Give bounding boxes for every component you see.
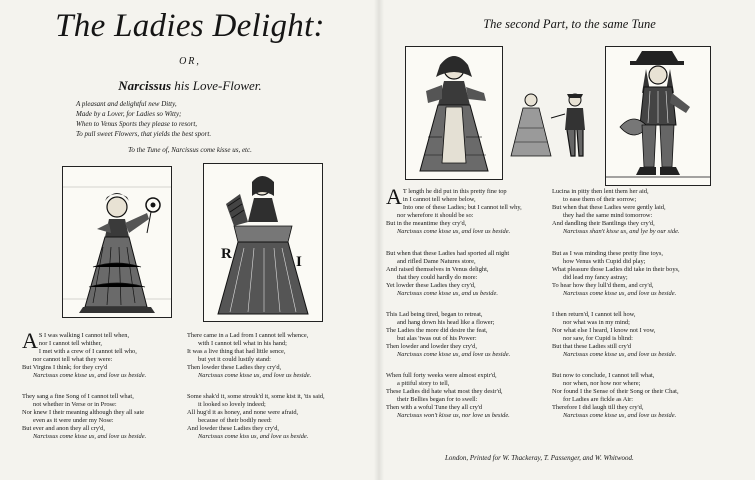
verse-line: they had the same mind tomorrow: — [563, 212, 653, 220]
cavalier-figure — [606, 47, 710, 185]
verse-line: They sang a fine Song of I cannot tell what, — [22, 393, 134, 400]
small-scene-figures — [505, 88, 601, 164]
intro-line: To pull sweet Flowers, that yields the best sport. — [76, 130, 212, 138]
verse-line: This Lad being tired, began to retreat, — [386, 311, 483, 318]
verse-line: I met with a crew of I cannot tell who, — [38, 348, 137, 356]
refrain-line: Narcissus come kisse us, and love us beside. — [33, 372, 147, 380]
subtitle-name: Narcissus — [118, 78, 172, 93]
verse-line: The Ladies the more did desire the feat, — [386, 327, 488, 335]
verse-line: All hug'd it as honey, and none were afraid, — [187, 409, 299, 417]
verse-line: Then lowder and lowder they cry'd, — [386, 343, 477, 351]
verse-line: But as I was minding these pretty fine toys, — [552, 250, 663, 257]
column-1-stanza — [22, 393, 146, 442]
refrain-line: Narcissus come kisse us, and love us beside. — [33, 433, 147, 441]
verse-line: nor when, nor how nor where; — [563, 380, 641, 388]
lady-r-i-figure — [204, 164, 322, 321]
refrain-line: Narcissus come kisse us, and love us beside. — [563, 290, 677, 298]
or-line: OR, — [179, 56, 201, 67]
verse-line: a pitiful story to tell, — [397, 380, 450, 388]
intro-line: Made by a Lover, for Ladies so Witty; — [76, 110, 182, 118]
column-4-stanza — [552, 372, 679, 421]
verse-line: And lowder these Ladies they cry'd, — [187, 425, 280, 433]
verse-line: but alas 'twas out of his Power: — [397, 335, 477, 343]
verse-line: nor what was in my mind; — [563, 319, 630, 327]
verse-line: But ever and anon they all cry'd, — [22, 425, 105, 433]
verse-line: And raised themselves in Venus delight, — [386, 266, 489, 274]
column-2-stanza — [187, 393, 325, 442]
verse-line: But in the meantime they cry'd, — [386, 220, 467, 228]
verse-line: But Virgins I think; for they cry'd — [22, 364, 108, 372]
woodcut-cavalier — [605, 46, 711, 186]
woodcut-lady-r-i — [203, 163, 323, 322]
second-part-heading: The second Part, to the same Tune — [483, 17, 656, 31]
verse-line: and hang down his head like a flower; — [397, 319, 495, 327]
verse-line: When full forty weeks were almost expir'd, — [386, 372, 497, 379]
verse-line: Lucina in pitty then lent them her aid, — [552, 188, 649, 195]
verse-line: There came in a Lad from I cannot tell whence, — [187, 332, 309, 339]
verse-line: These Ladies did hate what most they desir'd, — [386, 388, 503, 396]
verse-line: Then lowder these Ladies they cry'd, — [187, 364, 282, 372]
verse-line: T length he did put in this pretty fine top — [402, 188, 507, 195]
verse-line: Some shak'd it, some strouk'd it, some kist it, 'tis said, — [187, 393, 325, 400]
verse-line: I then return'd, I cannot tell how, — [552, 311, 636, 318]
refrain-line: Narcissus come kisse us, and love us beside. — [563, 412, 677, 420]
verse-line: in I cannot tell where below, — [402, 196, 476, 204]
verse-line: Nor what else I heard, I know not I vow, — [552, 327, 656, 335]
column-2-stanza — [187, 332, 311, 381]
verse-line: Therefore I did laugh till they cry'd, — [552, 404, 644, 412]
column-3-stanza — [386, 184, 522, 237]
woodcut-woman-standing — [405, 46, 503, 180]
column-4-stanza — [552, 311, 676, 360]
drop-cap: A — [22, 328, 38, 353]
woman-standing-figure — [406, 47, 502, 179]
verse-line: to ease them of their sorrow; — [563, 196, 637, 204]
intro-line: When to Venus Sports they please to resort, — [76, 120, 198, 128]
column-3-stanza — [386, 250, 509, 299]
verse-line: It was a live thing that had little sence, — [187, 348, 286, 356]
ballad-subtitle — [40, 78, 340, 94]
verse-line: S I was walking I cannot tell when, — [38, 332, 130, 339]
verse-line: Into one of these Ladies; but I cannot tell why, — [402, 204, 522, 212]
verse-line: for Ladies are fickle as Air: — [563, 396, 634, 404]
verse-line: even as it were under my Nose: — [33, 417, 114, 425]
intro-line: A pleasant and delightful new Ditty, — [76, 100, 177, 108]
verse-line: But now to conclude, I cannot tell what, — [552, 372, 655, 379]
verse-line: did lead my fancy astray; — [563, 274, 628, 282]
column-3-stanza — [386, 311, 510, 360]
verse-line: But that these Ladies still cry'd — [552, 343, 632, 351]
woodcut-letter-i: I — [296, 254, 302, 270]
refrain-line: Narcissus come kisse us, and love us beside. — [397, 228, 511, 236]
verse-line: Then with a woful Tune they all cry'd — [386, 404, 483, 412]
verse-line: But when that these Ladies had sported all night — [386, 250, 510, 257]
refrain-line: Narcissus come kisse us, and love us beside. — [563, 351, 677, 359]
verse-line: because of their bodily need: — [198, 417, 272, 425]
ballad-title: The Ladies Delight: — [55, 8, 325, 44]
column-4-stanza — [552, 250, 680, 299]
verse-line: that they could hardly do more: — [397, 274, 478, 282]
column-3-stanza — [386, 372, 510, 421]
woodcut-small-scene — [505, 88, 601, 164]
refrain-line: Narcissus come kisse us, and us beside. — [397, 290, 498, 298]
verse-line: nor saw, for Cupid is blind: — [563, 335, 633, 343]
verse-line: but yet it could lustily stand: — [198, 356, 271, 364]
woodcut-letter-r: R — [221, 246, 232, 262]
verse-line: And dandling their Bantlings they cry'd, — [552, 220, 655, 228]
refrain-line: Narcissus come kiss us, and love us beside. — [198, 433, 309, 441]
column-4-stanza — [552, 188, 680, 237]
refrain-line: Narcissus won't kisse us, nor love us beside. — [397, 412, 510, 420]
subtitle-rest: his Love-Flower. — [171, 78, 262, 93]
verse-line: with I cannot tell what in his hand; — [198, 340, 287, 348]
woodcut-lady-with-flower — [62, 166, 172, 318]
verse-line: nor cannot tell what they were: — [33, 356, 113, 364]
verse-line: Nor found I the Sense of their Song or their Chat, — [552, 388, 679, 396]
verse-line: how Venus with Cupid did play; — [563, 258, 646, 266]
drop-cap: A — [386, 184, 402, 209]
refrain-line: Narcissus come kisse us, and love us beside. — [198, 372, 312, 380]
verse-line: Yet lowder these Ladies they cry'd, — [386, 282, 476, 290]
verse-line: But when that these Ladies were gently laid, — [552, 204, 666, 212]
verse-line: nor I cannot tell whither, — [38, 340, 102, 348]
printer-colophon: London, Printed for W. Thackeray, T. Passenger, and W. Whitwood. — [445, 454, 634, 462]
verse-line: Nor knew I their meaning although they all sate — [22, 409, 145, 417]
refrain-line: Narcissus shan't kisse us, and lye by our side. — [563, 228, 680, 236]
verse-line: To hear how they lull'd them, and cry'd, — [552, 282, 654, 290]
column-1-stanza — [22, 328, 147, 381]
lady-flower-figure — [63, 167, 171, 317]
verse-line: and rifled Dame Natures store, — [397, 258, 476, 266]
verse-line: nor wherefore it should be so: — [397, 212, 474, 220]
verse-line: their Bellies began for to swell: — [397, 396, 478, 404]
intro-verse — [76, 99, 336, 139]
tune-line: To the Tune of, Narcissus come kisse us, etc. — [128, 146, 252, 154]
refrain-line: Narcissus come kisse us, and love us beside. — [397, 351, 511, 359]
verse-line: it looked so lovely indeed; — [198, 401, 266, 409]
verse-line: not whether in Verse or in Prose: — [33, 401, 117, 409]
verse-line: What pleasure those Ladies did take in their boys, — [552, 266, 680, 274]
